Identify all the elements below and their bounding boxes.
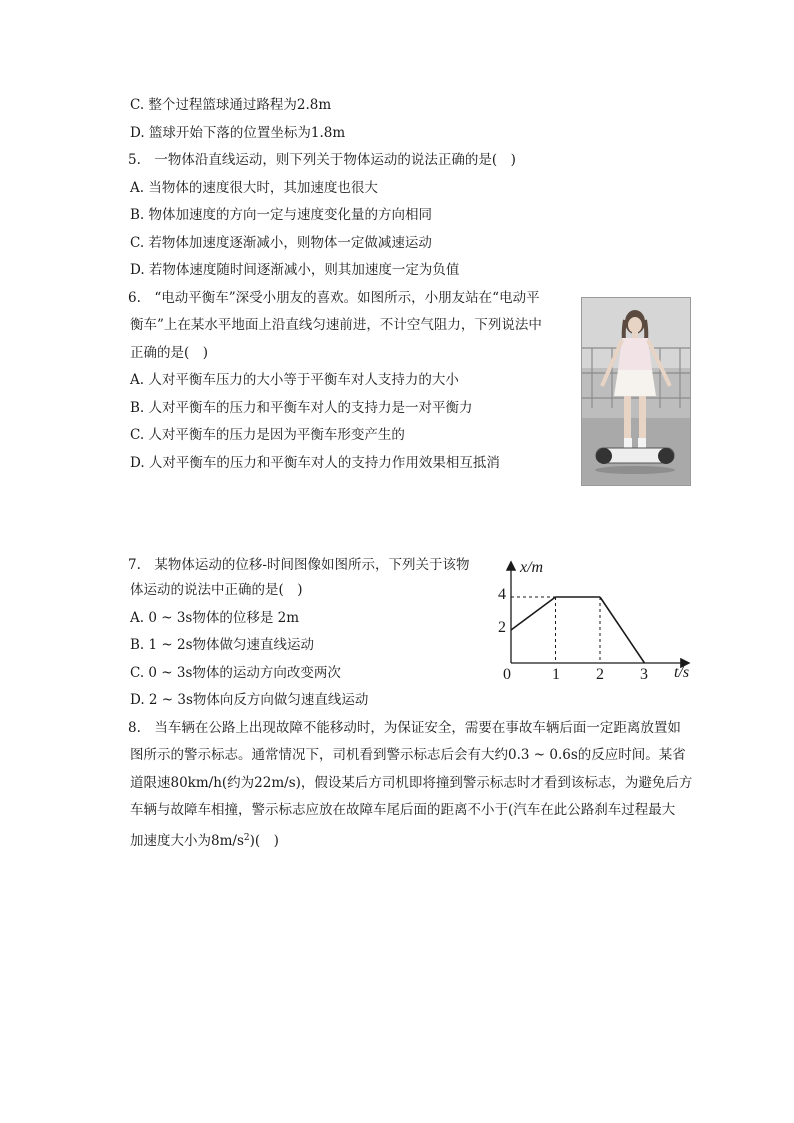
q8-line-5-text: 加速度大小为8m/s — [130, 833, 244, 849]
q8-line-3: 道限速80km/h(约为22m/s)，假设某后方司机即将撞到警示标志时才看到该标志，为避免后方 — [130, 775, 693, 791]
q8-exponent: 2 — [243, 833, 250, 843]
x-tick-3: 3 — [640, 666, 648, 683]
q6-option-d: D. 人对平衡车的压力和平衡车对人的支持力作用效果相互抵消 — [130, 455, 500, 471]
q5-stem: 5. 一物体沿直线运动，则下列关于物体运动的说法正确的是( ) — [128, 152, 516, 168]
q5-option-c: C. 若物体加速度逐渐减小，则物体一定做减速运动 — [130, 235, 432, 251]
q5-option-d: D. 若物体速度随时间逐渐减小，则其加速度一定为负值 — [130, 262, 460, 278]
q6-stem-line-3: 正确的是( ) — [130, 345, 209, 361]
x-axis-label: t/s — [674, 664, 690, 681]
q8-line-5-end: )( ) — [249, 833, 279, 849]
q6-stem-line-2: 衡车”上在某水平地面上沿直线匀速前进，不计空气阻力，下列说法中 — [130, 317, 542, 333]
q7-option-b: B. 1 ~ 2s物体做匀速直线运动 — [130, 637, 315, 653]
q7-stem-line-1: 7. 某物体运动的位移-时间图像如图所示，下列关于该物 — [128, 557, 470, 573]
q4-option-d: D. 篮球开始下落的位置坐标为1.8m — [130, 125, 346, 141]
q5-option-a: A. 当物体的速度很大时，其加速度也很大 — [130, 180, 378, 196]
q7-option-a: A. 0 ~ 3s物体的位移是 2m — [130, 610, 300, 626]
y-tick-2: 2 — [498, 619, 506, 636]
q7-option-c: C. 0 ~ 3s物体的运动方向改变两次 — [130, 665, 341, 681]
series-segment-0 — [511, 597, 556, 630]
x-tick-0: 0 — [503, 666, 511, 683]
q7-option-d: D. 2 ~ 3s物体向反方向做匀速直线运动 — [130, 692, 369, 708]
q6-option-a: A. 人对平衡车压力的大小等于平衡车对人支持力的大小 — [130, 372, 459, 388]
balance-scooter-photo — [581, 297, 691, 486]
series-segment-2 — [600, 597, 645, 663]
x-tick-2: 2 — [596, 666, 604, 683]
q7-stem-line-2: 体运动的说法中正确的是( ) — [130, 582, 303, 598]
q6-option-c: C. 人对平衡车的压力是因为平衡车形变产生的 — [130, 427, 405, 443]
q8-line-1: 8. 当车辆在公路上出现故障不能移动时，为保证安全，需要在事故车辆后面一定距离放置如 — [128, 720, 681, 736]
q4-option-c: C. 整个过程篮球通过路程为2.8m — [130, 97, 332, 113]
y-axis-label: x/m — [520, 559, 544, 576]
q8-line-5 — [130, 828, 279, 851]
q8-line-2: 图所示的警示标志。通常情况下，司机看到警示标志后会有大约0.3 ~ 0.6s的反应时间。某省 — [130, 747, 686, 763]
q6-stem-line-1: 6. “电动平衡车”深受小朋友的喜欢。如图所示，小朋友站在“电动平 — [128, 290, 540, 306]
x-tick-1: 1 — [552, 666, 560, 683]
y-tick-4: 4 — [498, 586, 506, 603]
q6-option-b: B. 人对平衡车的压力和平衡车对人的支持力是一对平衡力 — [130, 400, 473, 416]
q8-line-4: 车辆与故障车相撞，警示标志应放在故障车尾后面的距离不小于(汽车在此公路刹车过程最大 — [130, 802, 676, 818]
position-time-graph — [490, 555, 700, 685]
q5-option-b: B. 物体加速度的方向一定与速度变化量的方向相同 — [130, 207, 433, 223]
